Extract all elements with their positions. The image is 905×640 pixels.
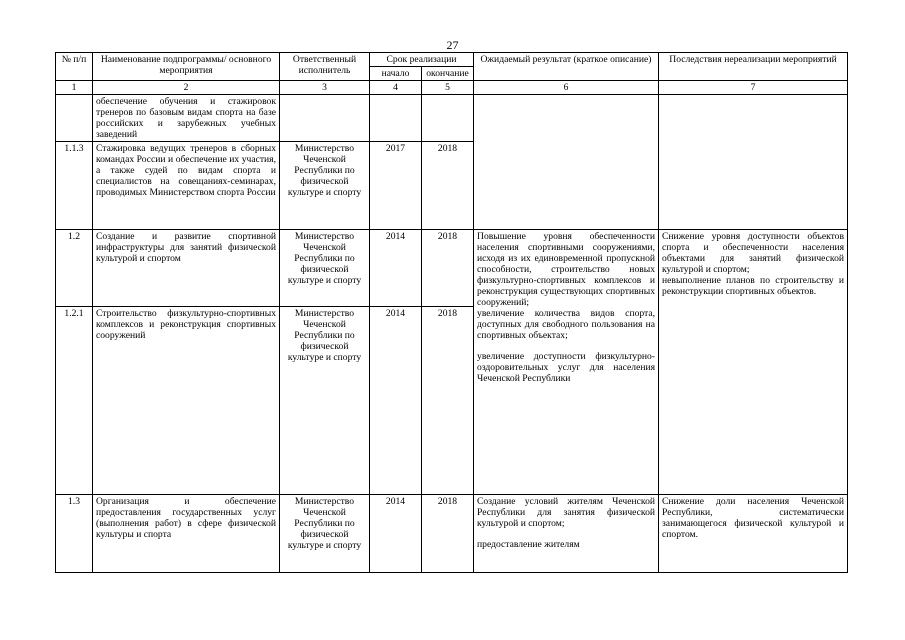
row-start: 2014	[370, 307, 422, 495]
table-row	[56, 230, 848, 307]
row-result	[474, 230, 659, 495]
header-result: Ожидаемый результат (краткое описание)	[474, 53, 659, 81]
row-number: 1.2	[56, 230, 93, 307]
header-responsible: Ответственный исполнитель	[280, 53, 370, 81]
consequence-paragraph: Снижение уровня доступности объектов спорта и обеспеченности населения объектами для занятий физической культурой и спортом;	[662, 231, 845, 275]
row-number: 1.1.3	[56, 142, 93, 230]
row-responsible: Министерство Чеченской Республики по физической культуре и спорту	[280, 495, 370, 573]
row-end: 2018	[422, 307, 474, 495]
row-name: обеспечение обучения и стажировок тренеров по базовым видам спорта на базе российских и зарубежных учебных заведений	[93, 95, 280, 142]
column-number: 4	[370, 81, 422, 95]
header-name: Наименование подпрограммы/ основного мероприятия	[93, 53, 280, 81]
header-consequences: Последствия нереализации мероприятий	[659, 53, 848, 81]
header-end: окончание	[422, 67, 474, 81]
row-responsible: Министерство Чеченской Республики по физической культуре и спорту	[280, 307, 370, 495]
row-result	[474, 95, 659, 230]
row-responsible	[280, 95, 370, 142]
row-start	[370, 95, 422, 142]
row-result	[474, 495, 659, 573]
row-responsible: Министерство Чеченской Республики по физической культуре и спорту	[280, 142, 370, 230]
result-paragraph: предоставление жителям	[477, 539, 580, 550]
column-number: 2	[93, 81, 280, 95]
result-paragraph: увеличение доступности физкультурно-оздоровительных услуг для населения Чеченской Республики	[477, 351, 656, 384]
header-term: Срок реализации	[370, 53, 474, 67]
result-paragraph: Создание условий жителям Чеченской Республики для занятия физической культурой и спортом;	[477, 496, 656, 529]
column-number: 3	[280, 81, 370, 95]
row-consequences	[659, 230, 848, 495]
table-row	[56, 495, 848, 573]
row-consequences	[659, 495, 848, 573]
row-start: 2017	[370, 142, 422, 230]
row-end: 2018	[422, 142, 474, 230]
row-end: 2018	[422, 230, 474, 307]
program-table	[55, 52, 848, 573]
column-number: 1	[56, 81, 93, 95]
column-number: 6	[474, 81, 659, 95]
column-number-row	[56, 81, 848, 95]
consequence-paragraph: Снижение доли населения Чеченской Республики, систематически занимающегося физической культурой и спортом.	[662, 496, 845, 540]
row-end: 2018	[422, 495, 474, 573]
row-name: Организация и обеспечение предоставления государственных услуг (выполнения работ) в сфере физической культуры и спорта	[93, 495, 280, 573]
result-paragraph: Повышение уровня обеспеченности населения спортивными сооружениями, исходя из их единовременной пропускной способности, строительство новых физкультурно-спортивных комплексов и реконструкция существующих спортивных сооружений;	[477, 231, 656, 308]
row-number	[56, 95, 93, 142]
header-row	[56, 53, 848, 67]
row-name: Стажировка ведущих тренеров в сборных командах России и обеспечение их участия, а также судей по видам спорта и специалистов на совещаниях-семинарах, проводимых Министерством спорта России	[93, 142, 280, 230]
row-start: 2014	[370, 230, 422, 307]
row-start: 2014	[370, 495, 422, 573]
row-consequences	[659, 95, 848, 230]
result-paragraph: увеличение количества видов спорта, доступных для свободного пользования на спортивных объектах;	[477, 308, 656, 341]
row-name: Строительство физкультурно-спортивных комплексов и реконструкция спортивных сооружений	[93, 307, 280, 495]
table-row	[56, 95, 848, 142]
header-start: начало	[370, 67, 422, 81]
header-num: № п/п	[56, 53, 93, 81]
column-number: 7	[659, 81, 848, 95]
row-end	[422, 95, 474, 142]
row-responsible: Министерство Чеченской Республики по физической культуре и спорту	[280, 230, 370, 307]
column-number: 5	[422, 81, 474, 95]
consequence-paragraph: невыполнение планов по строительству и реконструкции спортивных объектов.	[662, 275, 845, 297]
row-number: 1.2.1	[56, 307, 93, 495]
row-name: Создание и развитие спортивной инфраструктуры для занятий физической культурой и спортом	[93, 230, 280, 307]
page-number: 27	[446, 38, 459, 52]
row-number: 1.3	[56, 495, 93, 573]
